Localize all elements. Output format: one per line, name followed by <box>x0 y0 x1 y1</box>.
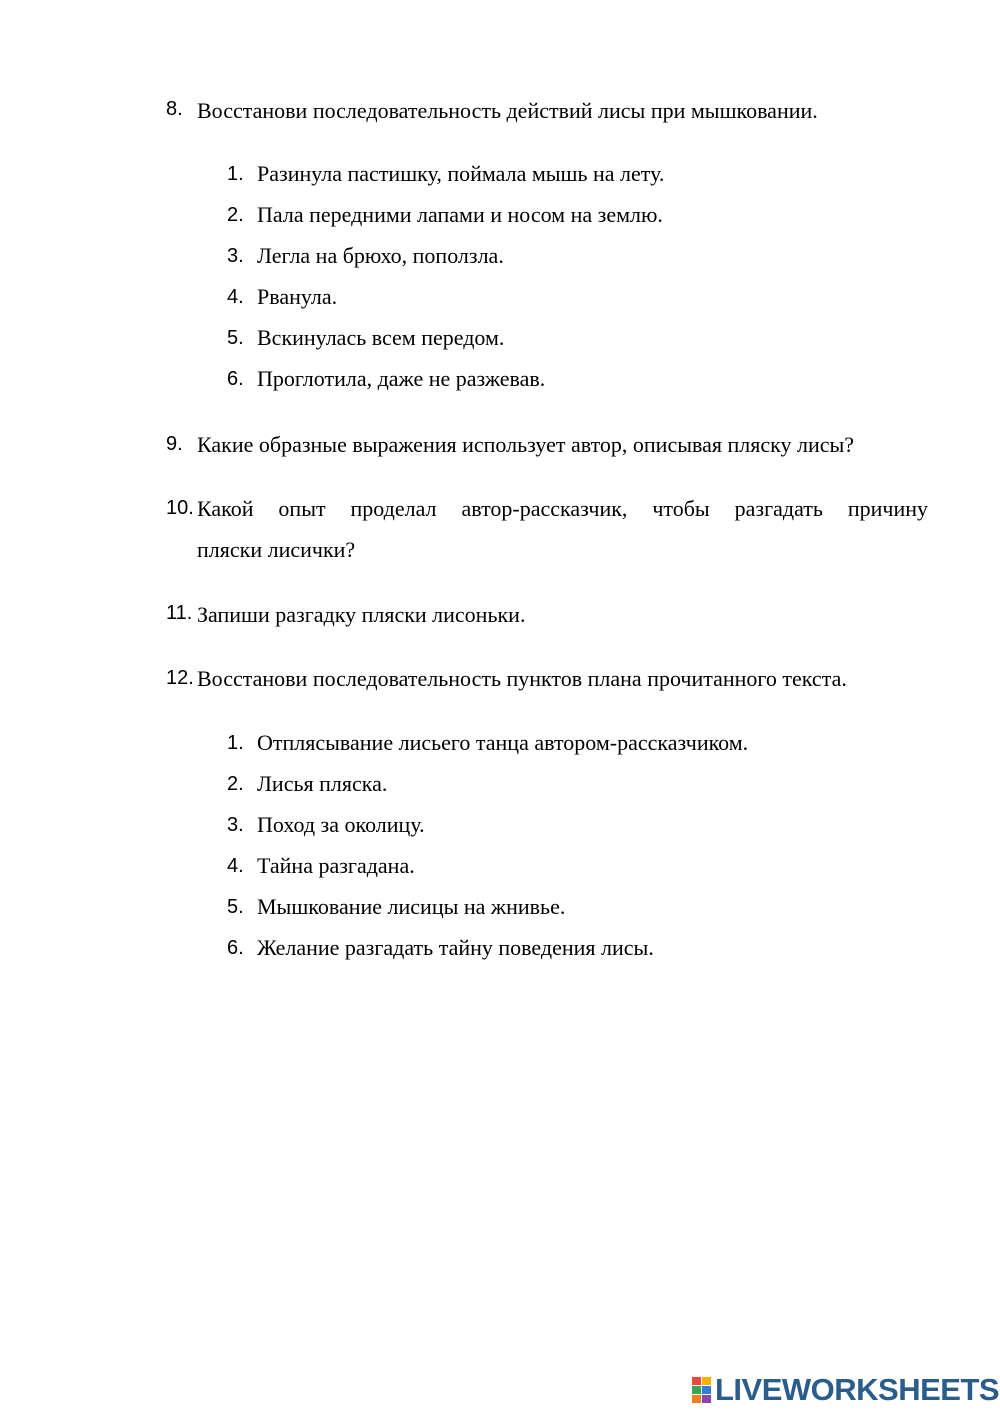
question-text: Запиши разгадку пляски лисоньки. <box>197 602 526 627</box>
sub-number: 2. <box>227 773 244 795</box>
list-item: Пала передними лапами и носом на землю. <box>257 202 663 227</box>
sub-number: 4. <box>227 855 244 877</box>
sub-number: 5. <box>227 896 244 918</box>
question-text: Восстанови последовательность пунктов плана прочитанного текста. <box>197 666 847 691</box>
list-item: Вскинулась всем передом. <box>257 325 505 350</box>
list-item: Легла на брюхо, поползла. <box>257 243 504 268</box>
sub-number: 3. <box>227 814 244 836</box>
sub-number: 1. <box>227 163 244 185</box>
brand-name: LIVEWORKSHEETS <box>715 1372 1000 1407</box>
icon-tile <box>692 1395 701 1403</box>
list-item: Лисья пляска. <box>257 771 388 796</box>
question-text: Какие образные выражения использует автор, описывая пляску лисы? <box>197 432 855 457</box>
icon-tile <box>702 1386 711 1394</box>
icon-tile <box>702 1395 711 1403</box>
sub-number: 3. <box>227 245 244 267</box>
sub-number: 2. <box>227 204 244 226</box>
icon-tile <box>702 1377 711 1385</box>
sub-number: 1. <box>227 732 244 754</box>
list-item: Рванула. <box>257 284 338 309</box>
question-text-line-1: Какой опыт проделал автор-рассказчик, чтобы разгадать причину <box>197 496 928 521</box>
sub-number: 5. <box>227 327 244 349</box>
icon-tile <box>692 1377 701 1385</box>
question-number: 12. <box>166 667 194 689</box>
list-item: Отплясывание лисьего танца автором-рассказчиком. <box>257 730 749 755</box>
list-item: Желание разгадать тайну поведения лисы. <box>257 935 654 960</box>
question-number: 8. <box>166 98 183 120</box>
list-item: Тайна разгадана. <box>257 853 415 878</box>
sub-number: 4. <box>227 286 244 308</box>
question-number: 9. <box>166 433 183 455</box>
liveworksheets-logo <box>692 1372 999 1408</box>
question-number: 10. <box>166 497 194 519</box>
sub-number: 6. <box>227 368 244 390</box>
list-item: Проглотила, даже не разжевав. <box>257 366 546 391</box>
sub-number: 6. <box>227 937 244 959</box>
question-text-line-2: пляски лисички? <box>197 537 356 562</box>
question-text: Восстанови последовательность действий лисы при мышковании. <box>197 98 818 123</box>
list-item: Разинула пастишку, поймала мышь на лету. <box>257 161 665 186</box>
list-item: Поход за околицу. <box>257 812 425 837</box>
icon-tile <box>692 1386 701 1394</box>
question-number: 11. <box>166 602 193 624</box>
liveworksheets-icon <box>692 1377 711 1403</box>
list-item: Мышкование лисицы на жнивье. <box>257 894 566 919</box>
